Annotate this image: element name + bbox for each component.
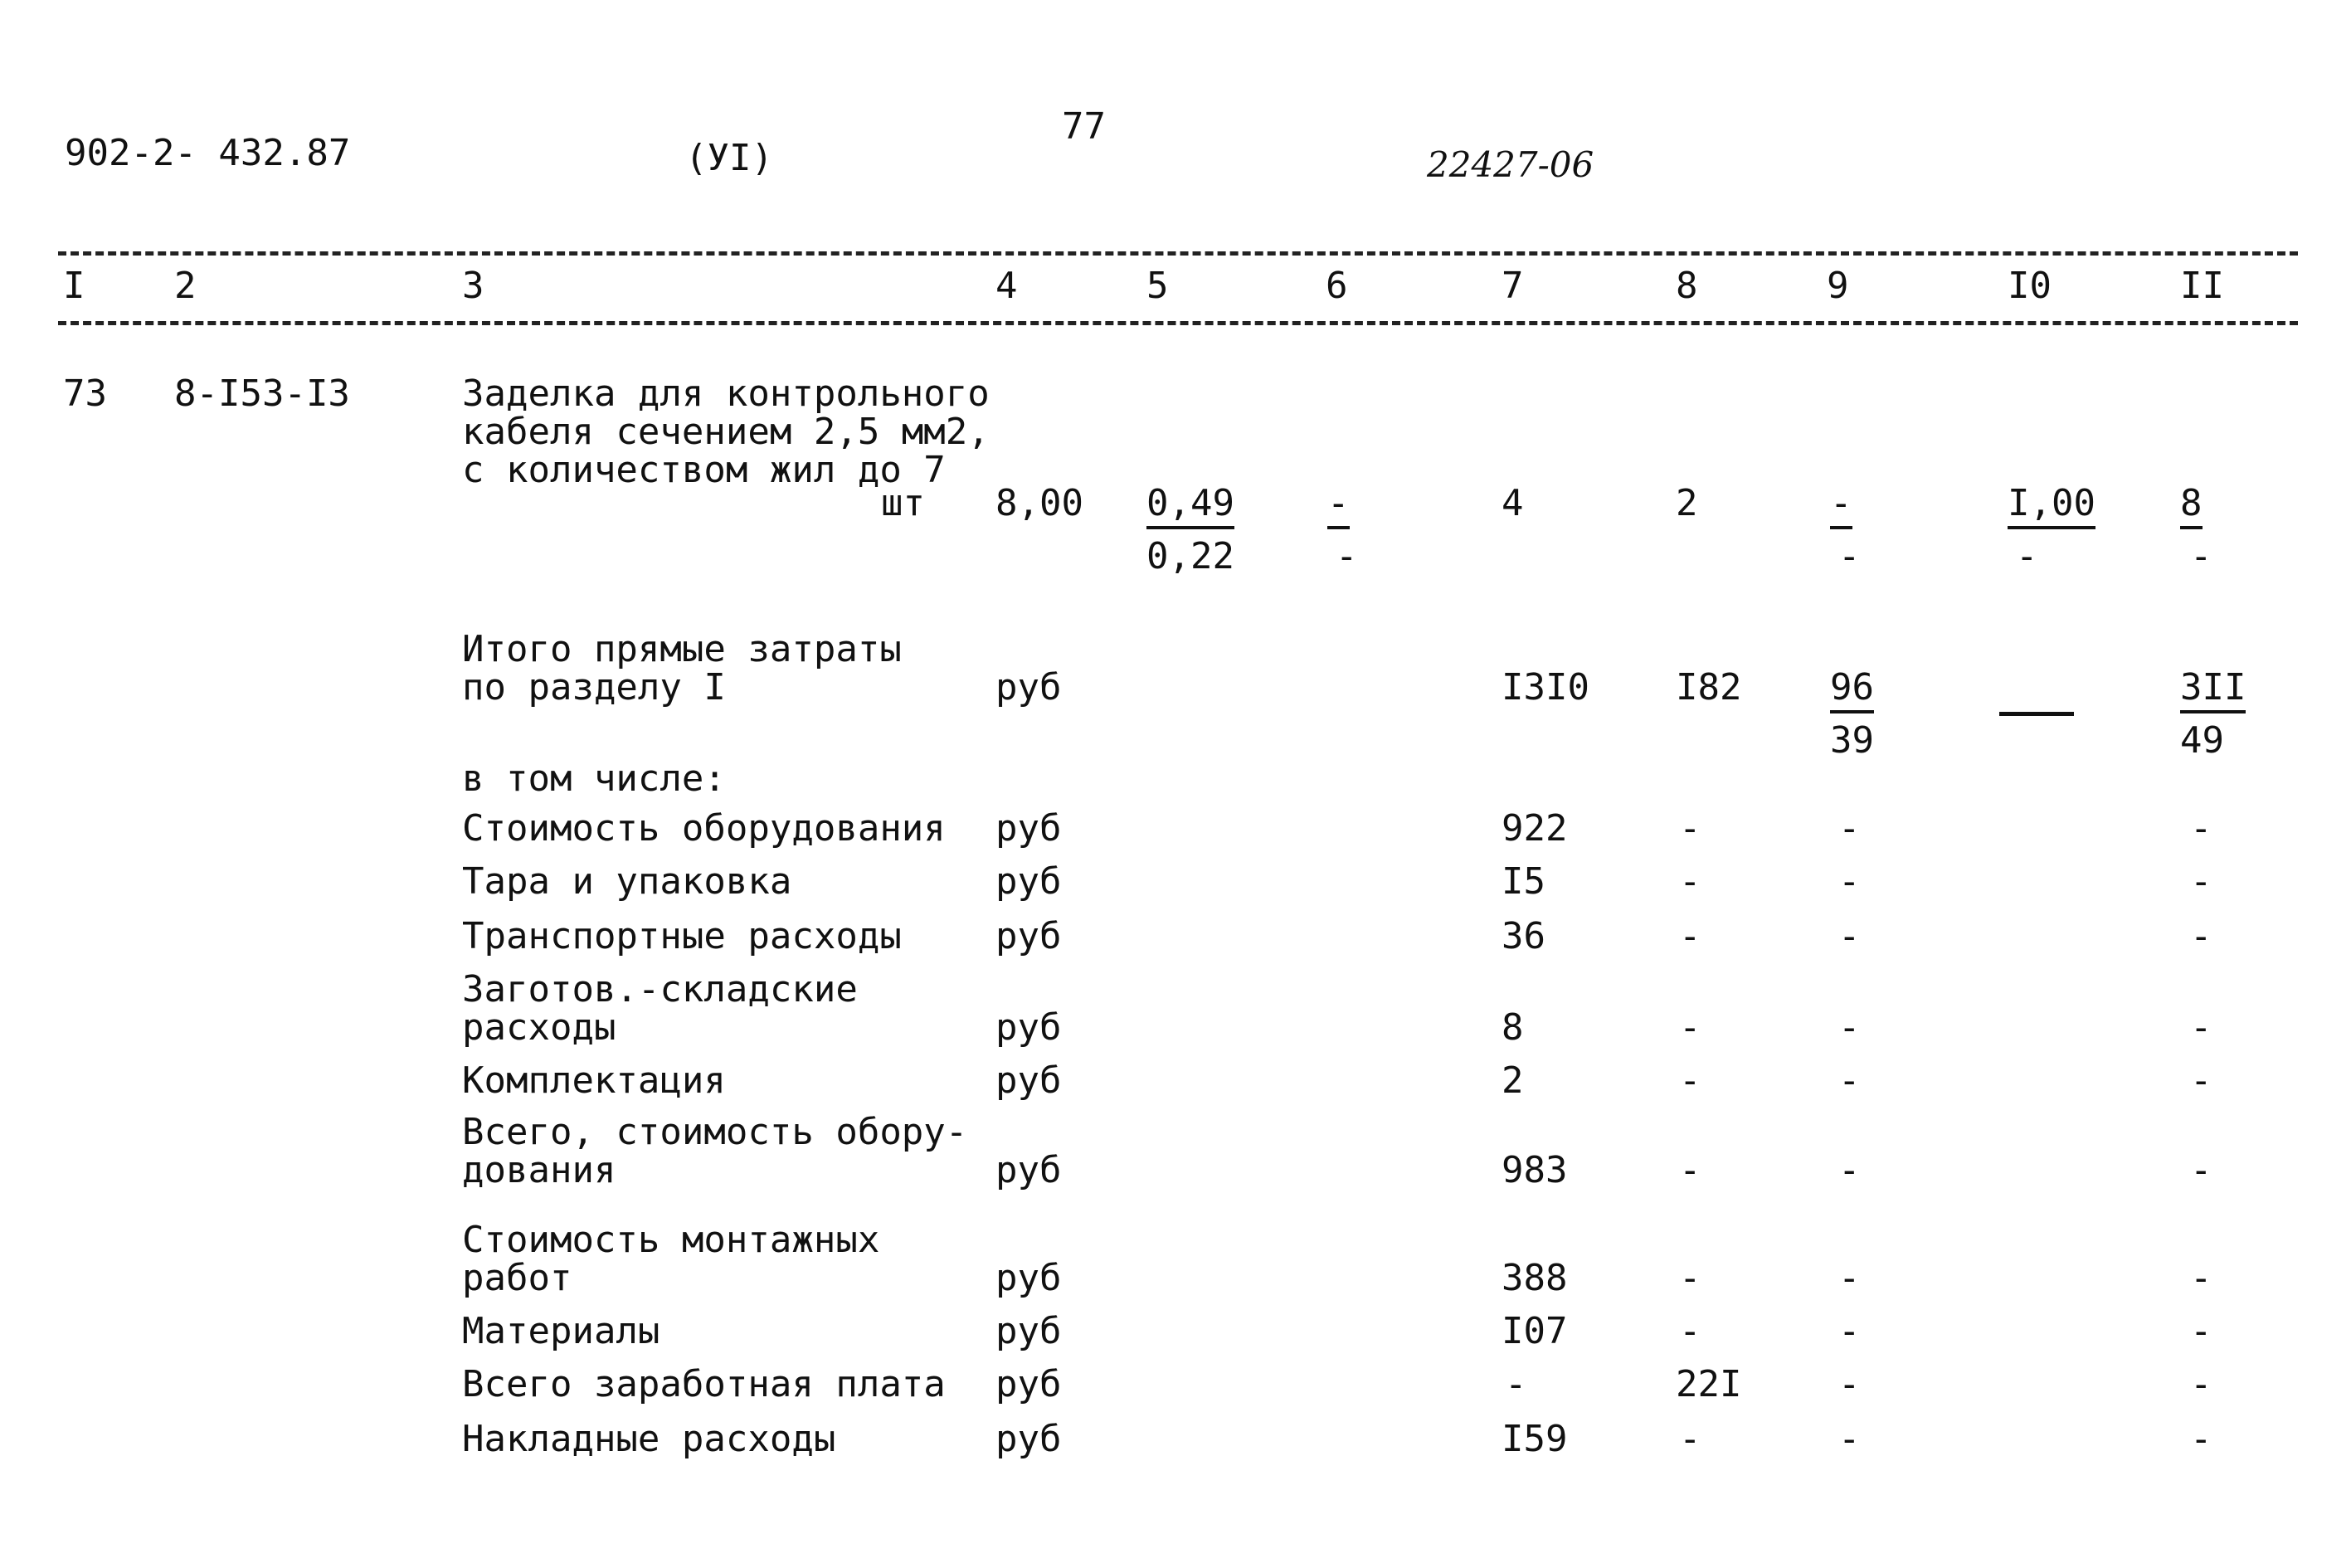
breakdown-col8: - <box>1679 1006 1701 1049</box>
breakdown-col11: - <box>2190 1363 2212 1405</box>
breakdown-unit: руб <box>995 860 1062 903</box>
breakdown-col7: I07 <box>1502 1310 1568 1352</box>
column-header: 5 <box>1146 265 1169 307</box>
breakdown-label: Накладные расходы <box>462 1418 836 1460</box>
page-number: 77 <box>1062 105 1106 148</box>
section-label: (УI) <box>685 137 773 179</box>
totals-label-line: Итого прямые затраты <box>462 628 902 670</box>
item-col8: 2 <box>1676 482 1698 524</box>
breakdown-col7: 36 <box>1502 915 1545 957</box>
totals-col9-top: 96 <box>1830 666 1874 713</box>
breakdown-col7: 2 <box>1502 1059 1524 1102</box>
breakdown-col11: - <box>2190 1257 2212 1299</box>
totals-unit: руб <box>995 666 1062 709</box>
breakdown-label: работ <box>462 1257 572 1299</box>
breakdown-col8: - <box>1679 807 1701 850</box>
breakdown-col8: - <box>1679 1149 1701 1191</box>
item-row-number: 73 <box>63 373 107 415</box>
breakdown-col7: I59 <box>1502 1418 1568 1460</box>
breakdown-col8: - <box>1679 1059 1701 1102</box>
column-header: 6 <box>1326 265 1348 307</box>
item-col5-top: 0,49 <box>1146 482 1234 529</box>
column-header: II <box>2180 265 2224 307</box>
item-col9-top: - <box>1830 482 1852 529</box>
breakdown-col7: I5 <box>1502 860 1545 903</box>
breakdown-col11: - <box>2190 1006 2212 1049</box>
item-col10-bottom: - <box>2016 535 2038 577</box>
item-description-line: с количеством жил до 7 <box>462 449 946 491</box>
breakdown-label: дования <box>462 1149 616 1191</box>
breakdown-unit: руб <box>995 1006 1062 1049</box>
item-unit: шт <box>881 482 925 524</box>
breakdown-col8: - <box>1679 915 1701 957</box>
breakdown-unit: руб <box>995 1310 1062 1352</box>
totals-col11-bottom: 49 <box>2180 719 2224 762</box>
header-bottom-divider <box>58 321 2298 325</box>
breakdown-col11: - <box>2190 1418 2212 1460</box>
breakdown-col9: - <box>1838 915 1861 957</box>
breakdown-col11: - <box>2190 915 2212 957</box>
breakdown-col9: - <box>1838 1310 1861 1352</box>
breakdown-col7: 922 <box>1502 807 1568 850</box>
breakdown-unit: руб <box>995 1149 1062 1191</box>
breakdown-col9: - <box>1838 1149 1861 1191</box>
totals-col10-blank <box>1999 712 2074 716</box>
breakdown-col11: - <box>2190 1149 2212 1191</box>
item-col6-top: - <box>1327 482 1350 529</box>
breakdown-col8: 22I <box>1676 1363 1742 1405</box>
breakdown-col9: - <box>1838 860 1861 903</box>
inventory-number: 22427-06 <box>1427 144 1594 185</box>
breakdown-col7: 8 <box>1502 1006 1524 1049</box>
breakdown-label: Заготов.-складские <box>462 968 858 1010</box>
column-header: I0 <box>2008 265 2052 307</box>
breakdown-unit: руб <box>995 1363 1062 1405</box>
totals-col9-bottom: 39 <box>1830 719 1874 762</box>
item-col11-bottom: - <box>2190 535 2212 577</box>
totals-col7: I3I0 <box>1502 666 1589 709</box>
totals-col8: I82 <box>1676 666 1742 709</box>
breakdown-label: Стоимость монтажных <box>462 1219 880 1261</box>
breakdown-unit: руб <box>995 1059 1062 1102</box>
breakdown-label: Тара и упаковка <box>462 860 792 903</box>
header-top-divider <box>58 251 2298 256</box>
breakdown-col9: - <box>1838 1363 1861 1405</box>
column-header: 7 <box>1502 265 1524 307</box>
breakdown-col9: - <box>1838 1418 1861 1460</box>
breakdown-unit: руб <box>995 1257 1062 1299</box>
column-header: 3 <box>462 265 484 307</box>
breakdown-unit: руб <box>995 915 1062 957</box>
breakdown-unit: руб <box>995 807 1062 850</box>
breakdown-col7: 983 <box>1502 1149 1568 1191</box>
item-code: 8-I53-I3 <box>174 373 350 415</box>
breakdown-col11: - <box>2190 860 2212 903</box>
breakdown-col9: - <box>1838 1257 1861 1299</box>
item-col10-top: I,00 <box>2008 482 2095 529</box>
column-header: 8 <box>1676 265 1698 307</box>
column-header: 2 <box>174 265 197 307</box>
breakdown-label: Материалы <box>462 1310 660 1352</box>
totals-label-line: по разделу I <box>462 666 726 709</box>
breakdown-col8: - <box>1679 1418 1701 1460</box>
breakdown-label: Всего заработная плата <box>462 1363 946 1405</box>
breakdown-col8: - <box>1679 860 1701 903</box>
item-description-line: кабеля сечением 2,5 мм2, <box>462 411 990 453</box>
breakdown-col11: - <box>2190 1310 2212 1352</box>
breakdown-col9: - <box>1838 1059 1861 1102</box>
breakdown-label: расходы <box>462 1006 616 1049</box>
breakdown-col8: - <box>1679 1257 1701 1299</box>
including-label: в том числе: <box>462 757 726 800</box>
item-col11-top: 8 <box>2180 482 2203 529</box>
breakdown-unit: руб <box>995 1418 1062 1460</box>
breakdown-label: Транспортные расходы <box>462 915 902 957</box>
breakdown-col11: - <box>2190 807 2212 850</box>
item-col5-bottom: 0,22 <box>1146 535 1234 577</box>
breakdown-label: Комплектация <box>462 1059 726 1102</box>
item-col9-bottom: - <box>1838 535 1861 577</box>
breakdown-col7: 388 <box>1502 1257 1568 1299</box>
item-quantity: 8,00 <box>995 482 1083 524</box>
column-header: 9 <box>1827 265 1849 307</box>
breakdown-col8: - <box>1679 1310 1701 1352</box>
breakdown-label: Всего, стоимость обору- <box>462 1111 968 1153</box>
item-col7: 4 <box>1502 482 1524 524</box>
document-number: 902-2- 432.87 <box>65 132 351 174</box>
breakdown-col9: - <box>1838 1006 1861 1049</box>
breakdown-col11: - <box>2190 1059 2212 1102</box>
column-header: I <box>63 265 85 307</box>
breakdown-col9: - <box>1838 807 1861 850</box>
item-col6-bottom: - <box>1336 535 1358 577</box>
breakdown-label: Стоимость оборудования <box>462 807 946 850</box>
totals-col11-top: 3II <box>2180 666 2246 713</box>
item-description-line: Заделка для контрольного <box>462 373 990 415</box>
column-header: 4 <box>995 265 1018 307</box>
breakdown-col7: - <box>1505 1363 1527 1405</box>
